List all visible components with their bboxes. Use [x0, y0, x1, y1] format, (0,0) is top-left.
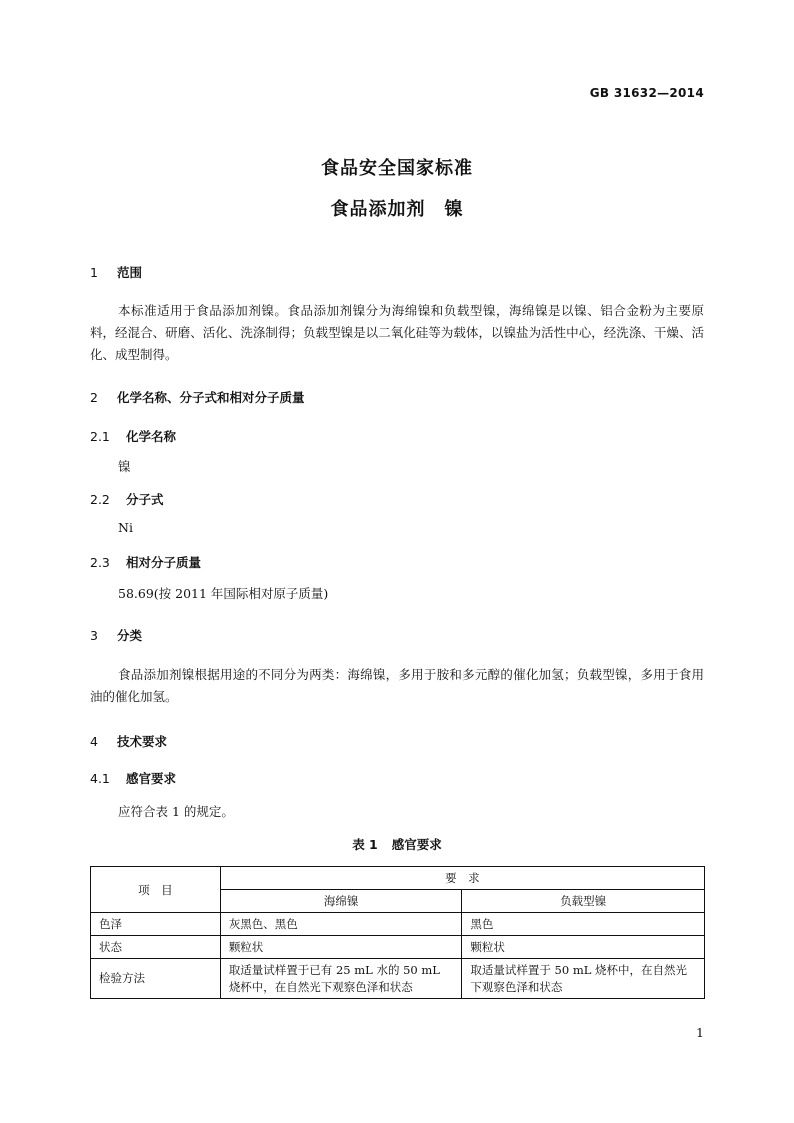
- section-4-1-heading: [90, 769, 176, 787]
- row-supported-nickel-cell: 取适量试样置于 50 mL 烧杯中，在自然光下观察色泽和状态: [462, 959, 705, 999]
- section-title: 感官要求: [126, 771, 177, 786]
- row-item-cell: 状态: [91, 936, 221, 959]
- row-supported-nickel-cell: 黑色: [462, 913, 705, 936]
- section-2-2-heading: [90, 490, 164, 508]
- row-item-cell: 色泽: [91, 913, 221, 936]
- standard-number: GB 31632—2014: [589, 86, 704, 100]
- table-row: [91, 913, 705, 936]
- row-sponge-nickel-cell: 取适量试样置于已有 25 mL 水的 50 mL 烧杯中，在自然光下观察色泽和状态: [220, 959, 462, 999]
- page-number: 1: [696, 1025, 704, 1040]
- molecular-mass-value: 58.69(按 2011 年国际相对原子质量): [118, 586, 329, 601]
- header-requirement-cell: 要 求: [220, 867, 704, 890]
- section-3-text: 食品添加剂镍根据用途的不同分为两类：海绵镍，多用于胺和多元醇的催化加氢；负载型镍，多用于食用油的催化加氢。: [90, 667, 704, 704]
- section-3-heading: [90, 626, 142, 644]
- section-number: 2.1: [90, 429, 110, 444]
- document-subtitle: 食品添加剂 镍: [330, 199, 464, 220]
- header-supported-nickel-cell: 负载型镍: [462, 890, 705, 913]
- header-sponge-nickel-cell: 海绵镍: [220, 890, 462, 913]
- section-title: 分子式: [126, 492, 164, 507]
- row-sponge-nickel-cell: 灰黑色、黑色: [220, 913, 462, 936]
- section-title: 相对分子质量: [126, 555, 202, 570]
- section-number: 2.3: [90, 555, 110, 570]
- row-supported-nickel-cell: 颗粒状: [462, 936, 705, 959]
- row-sponge-nickel-cell: 颗粒状: [220, 936, 462, 959]
- table-caption-number: 表 1: [352, 837, 378, 852]
- table-row: [91, 959, 705, 999]
- section-title: 化学名称: [126, 429, 177, 444]
- section-number: 3: [90, 628, 98, 643]
- section-number: 2.2: [90, 492, 110, 507]
- section-number: 4: [90, 734, 98, 749]
- chemical-name-value: 镍: [118, 459, 131, 474]
- sensory-requirements-table: [90, 866, 705, 999]
- section-number: 4.1: [90, 771, 110, 786]
- section-4-heading: [90, 732, 167, 750]
- row-item-cell: 检验方法: [91, 959, 221, 999]
- section-number: 2: [90, 390, 98, 405]
- section-4-1-text: 应符合表 1 的规定。: [118, 804, 234, 819]
- section-1-text: 本标准适用于食品添加剂镍。食品添加剂镍分为海绵镍和负载型镍，海绵镍是以镍、铝合金粉为主要原料，经混合、研磨、活化、洗涤制得；负载型镍是以二氧化硅等为载体，以镍盐为活性中心，经洗涤、干燥、活化、成型制得。: [90, 303, 704, 362]
- section-title: 分类: [117, 628, 143, 643]
- section-1-heading: [90, 263, 142, 281]
- header-item-cell: 项 目: [91, 867, 221, 913]
- table-caption-title: 感官要求: [391, 837, 442, 852]
- section-title: 化学名称、分子式和相对分子质量: [117, 390, 305, 405]
- section-2-1-heading: [90, 427, 176, 445]
- table-caption: [0, 835, 794, 853]
- section-2-heading: [90, 388, 305, 406]
- table-row: [91, 936, 705, 959]
- section-number: 1: [90, 265, 98, 280]
- table-header-row: [91, 867, 705, 890]
- formula-value: Ni: [118, 520, 133, 535]
- section-2-3-heading: [90, 553, 201, 571]
- document-title: 食品安全国家标准: [321, 158, 473, 179]
- section-title: 技术要求: [117, 734, 168, 749]
- section-title: 范围: [117, 265, 143, 280]
